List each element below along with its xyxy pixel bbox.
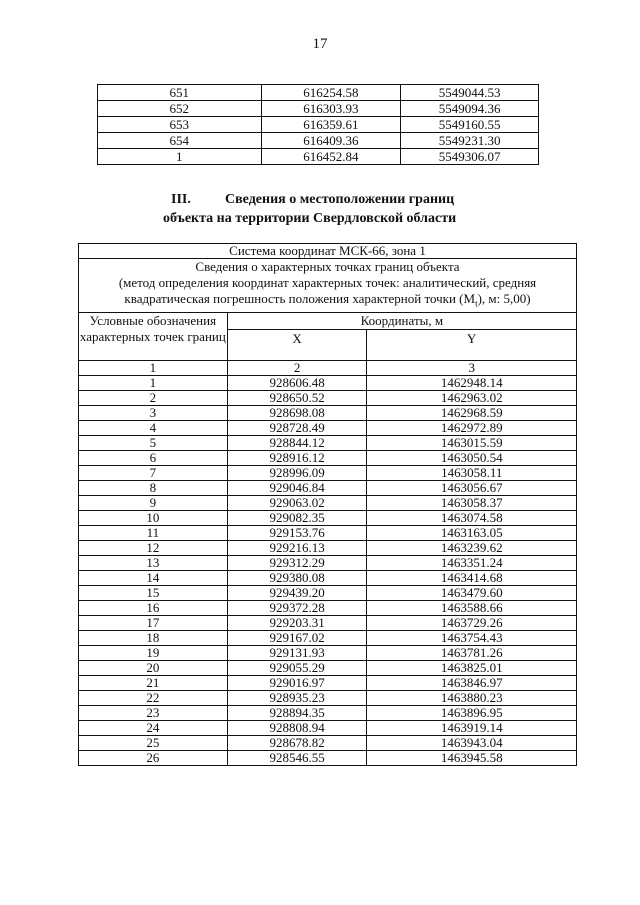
- point-number-cell: 4: [79, 420, 228, 435]
- x-coordinate-cell: 928996.09: [227, 465, 367, 480]
- point-number-cell: 14: [79, 570, 228, 585]
- y-coordinate-cell: 1463056.67: [367, 480, 577, 495]
- table-row: [79, 420, 577, 435]
- section-title-line2: объекта на территории Свердловской области: [163, 211, 457, 226]
- table-row: [79, 690, 577, 705]
- section-title-line1: Сведения о местоположении границ: [225, 192, 455, 207]
- top-table-row: [98, 101, 539, 117]
- point-number-cell: 11: [79, 525, 228, 540]
- table-row: [79, 705, 577, 720]
- y-coordinate-cell: 1463414.68: [367, 570, 577, 585]
- table-row: [79, 555, 577, 570]
- x-coordinate-cell: 929131.93: [227, 645, 367, 660]
- x-coordinate-cell: 928606.48: [227, 375, 367, 390]
- point-number-cell: 653: [98, 117, 262, 133]
- point-number-cell: 10: [79, 510, 228, 525]
- y-coordinate-cell: 1463058.37: [367, 495, 577, 510]
- table-row: [79, 570, 577, 585]
- table-row: [79, 525, 577, 540]
- x-coordinate-cell: 928698.08: [227, 405, 367, 420]
- x-coordinate-cell: 929046.84: [227, 480, 367, 495]
- point-number-cell: 3: [79, 405, 228, 420]
- boundary-points-body: [79, 375, 577, 765]
- table-row: [79, 630, 577, 645]
- y-coordinate-cell: 1463729.26: [367, 615, 577, 630]
- point-number-cell: 5: [79, 435, 228, 450]
- x-coordinate-cell: 929380.08: [227, 570, 367, 585]
- point-number-cell: 6: [79, 450, 228, 465]
- y-coordinate-cell: 1463880.23: [367, 690, 577, 705]
- top-table-row: [98, 117, 539, 133]
- top-table-row: [98, 133, 539, 149]
- header-row: [79, 312, 577, 329]
- table-row: [79, 405, 577, 420]
- x-coordinate-cell: 929167.02: [227, 630, 367, 645]
- point-number-cell: 17: [79, 615, 228, 630]
- point-number-cell: 19: [79, 645, 228, 660]
- point-number-cell: 1: [98, 149, 262, 165]
- x-coordinate-cell: 929016.97: [227, 675, 367, 690]
- point-number-cell: 15: [79, 585, 228, 600]
- x-coordinate-cell: 929216.13: [227, 540, 367, 555]
- table-row: [79, 585, 577, 600]
- point-number-cell: 652: [98, 101, 262, 117]
- y-coordinate-cell: 1463754.43: [367, 630, 577, 645]
- point-number-cell: 13: [79, 555, 228, 570]
- x-coordinate-cell: 616254.58: [261, 85, 401, 101]
- x-coordinate-cell: 929063.02: [227, 495, 367, 510]
- x-coordinate-cell: 929372.28: [227, 600, 367, 615]
- point-number-cell: 20: [79, 660, 228, 675]
- column-number-3: 3: [367, 360, 577, 375]
- point-number-cell: 2: [79, 390, 228, 405]
- section-heading-line1: [171, 192, 454, 208]
- y-coordinate-cell: 1463919.14: [367, 720, 577, 735]
- y-coordinate-cell: 1463479.60: [367, 585, 577, 600]
- table-row: [79, 600, 577, 615]
- x-coordinate-cell: 928844.12: [227, 435, 367, 450]
- table-row: [79, 390, 577, 405]
- x-coordinate-cell: 616409.36: [261, 133, 401, 149]
- table-row: [79, 450, 577, 465]
- point-number-cell: 651: [98, 85, 262, 101]
- y-coordinate-cell: 5549306.07: [401, 149, 539, 165]
- table-row: [79, 495, 577, 510]
- table-row: [79, 735, 577, 750]
- table-row: [79, 540, 577, 555]
- table-row: [79, 375, 577, 390]
- x-coordinate-cell: 928650.52: [227, 390, 367, 405]
- top-table-row: [98, 85, 539, 101]
- info-cell: [79, 259, 577, 313]
- y-coordinate-cell: 1463846.97: [367, 675, 577, 690]
- point-number-cell: 21: [79, 675, 228, 690]
- section-number: III.: [171, 192, 191, 207]
- table-row: [79, 720, 577, 735]
- system-title-cell: Система координат МСК-66, зона 1: [79, 244, 577, 259]
- points-header-cell: Условные обозначения характерных точек границ: [79, 312, 228, 360]
- y-coordinate-cell: 1463896.95: [367, 705, 577, 720]
- table-row: [79, 750, 577, 765]
- info-row: [79, 259, 577, 313]
- coords-header-cell: Координаты, м: [227, 312, 576, 329]
- x-coordinate-cell: 616303.93: [261, 101, 401, 117]
- point-number-cell: 1: [79, 375, 228, 390]
- y-coordinate-cell: 5549160.55: [401, 117, 539, 133]
- info-line1: Сведения о характерных точках границ объекта: [195, 259, 460, 274]
- point-number-cell: 16: [79, 600, 228, 615]
- y-header-cell: Y: [367, 329, 577, 360]
- point-number-cell: 7: [79, 465, 228, 480]
- column-number-1: 1: [79, 360, 228, 375]
- y-coordinate-cell: 5549231.30: [401, 133, 539, 149]
- x-coordinate-cell: 929082.35: [227, 510, 367, 525]
- point-number-cell: 12: [79, 540, 228, 555]
- page-number: 17: [312, 36, 328, 52]
- x-coordinate-cell: 928808.94: [227, 720, 367, 735]
- table-row: [79, 480, 577, 495]
- x-coordinate-cell: 616359.61: [261, 117, 401, 133]
- table-row: [79, 465, 577, 480]
- info-line2: (метод определения координат характерных точек: аналитический, средняя: [118, 275, 537, 290]
- y-coordinate-cell: 5549094.36: [401, 101, 539, 117]
- x-coordinate-cell: 929312.29: [227, 555, 367, 570]
- y-coordinate-cell: 1463825.01: [367, 660, 577, 675]
- y-coordinate-cell: 1462972.89: [367, 420, 577, 435]
- point-number-cell: 18: [79, 630, 228, 645]
- table-row: [79, 615, 577, 630]
- y-coordinate-cell: 1463239.62: [367, 540, 577, 555]
- x-coordinate-cell: 929439.20: [227, 585, 367, 600]
- y-coordinate-cell: 1462963.02: [367, 390, 577, 405]
- x-coordinate-cell: 928916.12: [227, 450, 367, 465]
- y-coordinate-cell: 5549044.53: [401, 85, 539, 101]
- top-coordinates-table: [97, 84, 539, 165]
- y-coordinate-cell: 1462948.14: [367, 375, 577, 390]
- info-line3: [79, 291, 576, 312]
- point-number-cell: 654: [98, 133, 262, 149]
- info-line3-text: квадратическая погрешность положения характерной точки (M: [124, 291, 476, 306]
- table-row: [79, 675, 577, 690]
- y-coordinate-cell: 1462968.59: [367, 405, 577, 420]
- point-number-cell: 24: [79, 720, 228, 735]
- column-number-2: 2: [227, 360, 367, 375]
- x-coordinate-cell: 928935.23: [227, 690, 367, 705]
- y-coordinate-cell: 1463943.04: [367, 735, 577, 750]
- x-coordinate-cell: 928546.55: [227, 750, 367, 765]
- x-coordinate-cell: 616452.84: [261, 149, 401, 165]
- table-row: [79, 645, 577, 660]
- x-coordinate-cell: 928678.82: [227, 735, 367, 750]
- y-coordinate-cell: 1463945.58: [367, 750, 577, 765]
- point-number-cell: 23: [79, 705, 228, 720]
- top-table-row: [98, 149, 539, 165]
- y-coordinate-cell: 1463058.11: [367, 465, 577, 480]
- info-line3-end: ), м: 5,00): [477, 291, 531, 306]
- top-table-body: [98, 85, 539, 165]
- y-coordinate-cell: 1463074.58: [367, 510, 577, 525]
- y-coordinate-cell: 1463163.05: [367, 525, 577, 540]
- point-number-cell: 26: [79, 750, 228, 765]
- x-coordinate-cell: 929153.76: [227, 525, 367, 540]
- y-coordinate-cell: 1463781.26: [367, 645, 577, 660]
- y-coordinate-cell: 1463351.24: [367, 555, 577, 570]
- system-title-row: [79, 244, 577, 259]
- table-row: [79, 510, 577, 525]
- boundary-points-table: [78, 243, 577, 766]
- column-numbering-row: [79, 360, 577, 375]
- x-coordinate-cell: 928894.35: [227, 705, 367, 720]
- point-number-cell: 8: [79, 480, 228, 495]
- point-number-cell: 9: [79, 495, 228, 510]
- x-header-cell: X: [227, 329, 367, 360]
- point-number-cell: 25: [79, 735, 228, 750]
- table-row: [79, 660, 577, 675]
- x-coordinate-cell: 928728.49: [227, 420, 367, 435]
- x-coordinate-cell: 929203.31: [227, 615, 367, 630]
- info-subscript: t: [475, 298, 478, 309]
- y-coordinate-cell: 1463588.66: [367, 600, 577, 615]
- x-coordinate-cell: 929055.29: [227, 660, 367, 675]
- y-coordinate-cell: 1463015.59: [367, 435, 577, 450]
- table-row: [79, 435, 577, 450]
- y-coordinate-cell: 1463050.54: [367, 450, 577, 465]
- point-number-cell: 22: [79, 690, 228, 705]
